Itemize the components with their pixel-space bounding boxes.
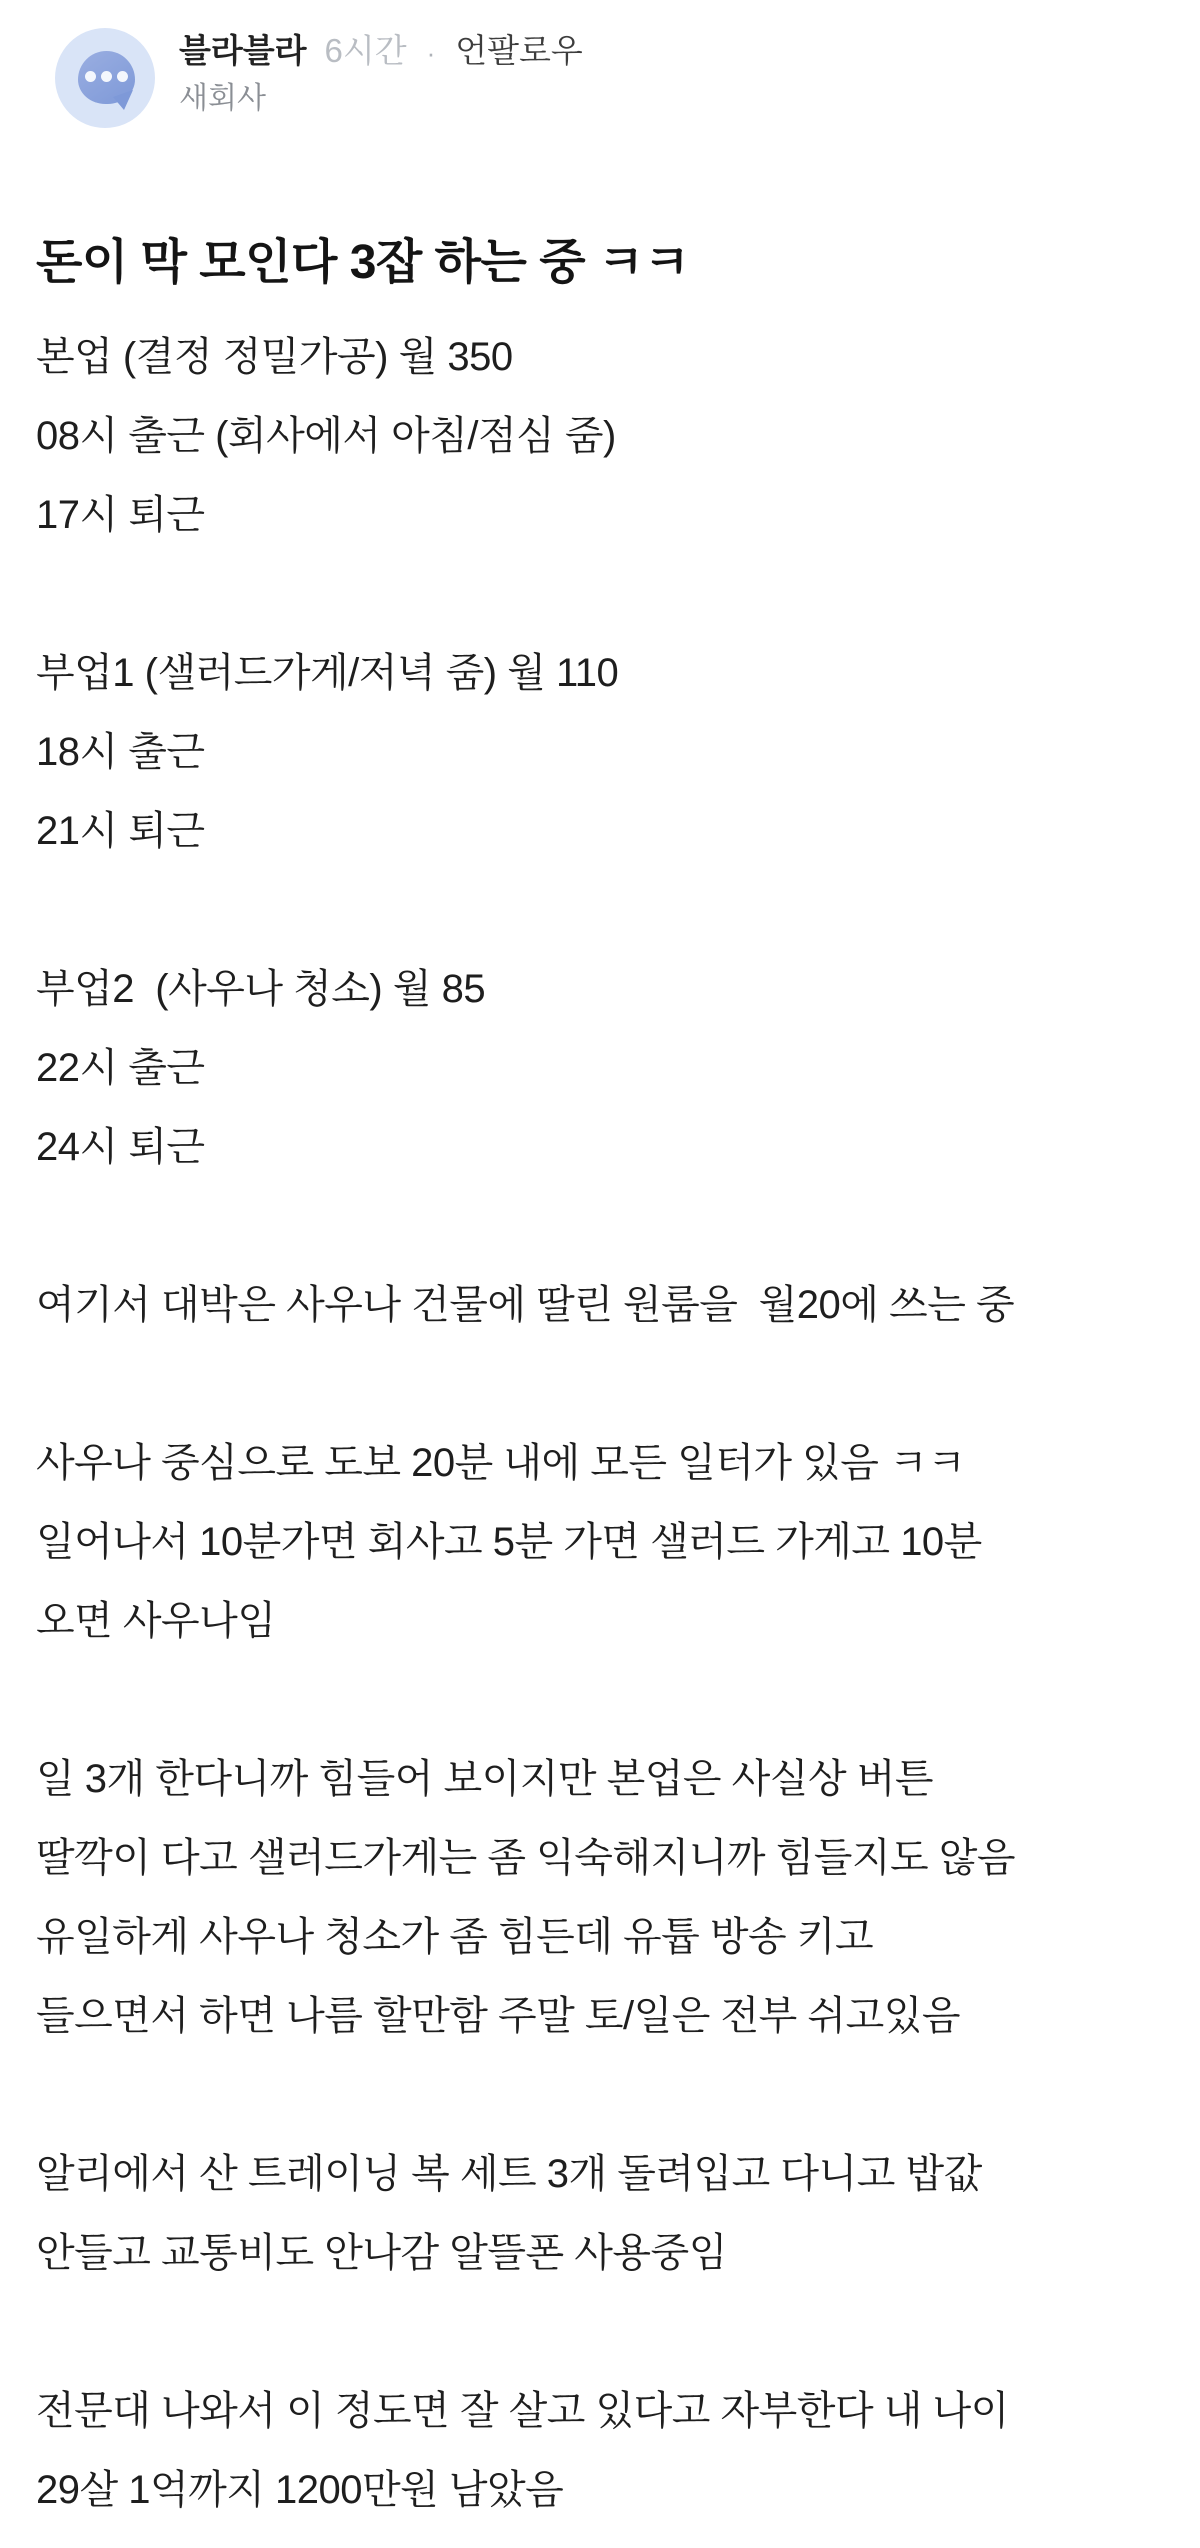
header-meta <box>179 28 583 120</box>
body-line <box>36 555 1200 634</box>
body-line: 18시 출근 <box>36 730 205 774</box>
body-line: 22시 출근 <box>36 1046 205 1090</box>
bubble-dots-icon <box>78 71 135 82</box>
post-header <box>0 0 1200 128</box>
body-line: 전문대 나와서 이 정도면 잘 살고 있다고 자부한다 내 나이 <box>36 2389 1009 2433</box>
avatar[interactable] <box>55 28 155 128</box>
body-line: 일 3개 한다니까 힘들어 보이지만 본업은 사실상 버튼 <box>36 1757 933 1801</box>
body-line: 일어나서 10분가면 회사고 5분 가면 샐러드 가게고 10분 <box>36 1520 982 1564</box>
body-line: 안들고 교통비도 안나감 알뜰폰 사용중임 <box>36 2231 727 2275</box>
body-line <box>36 1345 1200 1424</box>
post-body <box>36 318 1200 2530</box>
body-line <box>36 2293 1200 2372</box>
body-line: 21시 퇴근 <box>36 809 205 853</box>
unfollow-button[interactable]: 언팔로우 <box>455 32 583 69</box>
body-line: 24시 퇴근 <box>36 1125 205 1169</box>
speech-bubble-icon <box>78 51 135 104</box>
body-line: 여기서 대박은 사우나 건물에 딸린 원룸을 월20에 쓰는 중 <box>36 1283 1015 1327</box>
post-title: 돈이 막 모인다 3잡 하는 중 ㅋㅋ <box>36 236 690 289</box>
body-line <box>36 871 1200 950</box>
body-line <box>36 1661 1200 1740</box>
body-line: 08시 출근 (회사에서 아침/점심 줌) <box>36 414 616 458</box>
body-line: 사우나 중심으로 도보 20분 내에 모든 일터가 있음 ㅋㅋ <box>36 1441 966 1485</box>
body-line <box>36 1187 1200 1266</box>
body-line: 알리에서 산 트레이닝 복 세트 3개 돌려입고 다니고 밥값 <box>36 2152 982 2196</box>
body-line: 들으면서 하면 나름 할만함 주말 토/일은 전부 쉬고있음 <box>36 1994 960 2038</box>
dot-separator: · <box>426 38 436 68</box>
body-line: 부업1 (샐러드가게/저녁 줌) 월 110 <box>36 651 619 695</box>
body-line: 유일하게 사우나 청소가 좀 힘든데 유튭 방송 키고 <box>36 1915 874 1959</box>
body-line: 본업 (결정 정밀가공) 월 350 <box>36 335 513 379</box>
body-line: 부업2 (사우나 청소) 월 85 <box>36 967 486 1011</box>
post-timestamp: 6시간 <box>324 32 407 69</box>
body-line: 딸깍이 다고 샐러드가게는 좀 익숙해지니까 힘들지도 않음 <box>36 1836 1016 1880</box>
body-line: 29살 1억까지 1200만원 남았음 <box>36 2468 564 2512</box>
body-line: 오면 사우나임 <box>36 1599 276 1643</box>
body-line <box>36 2056 1200 2135</box>
company-label: 새회사 <box>179 82 266 115</box>
username[interactable]: 블라블라 <box>179 32 307 69</box>
body-line: 17시 퇴근 <box>36 493 205 537</box>
